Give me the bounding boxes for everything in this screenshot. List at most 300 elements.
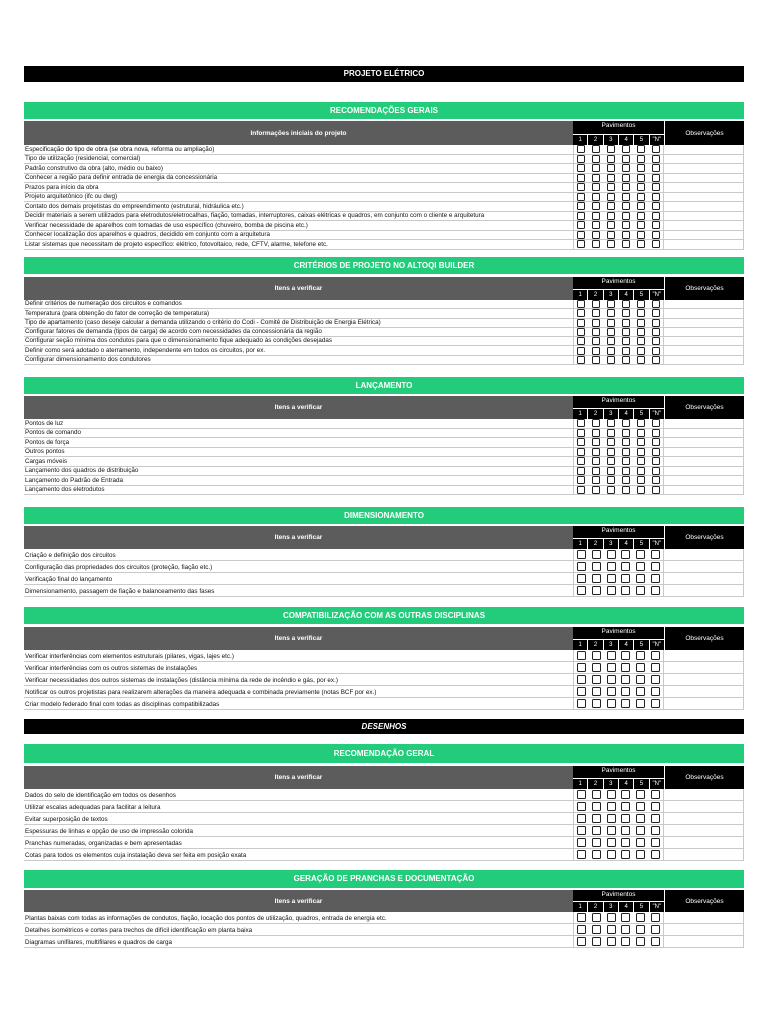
observacoes-cell[interactable] xyxy=(664,457,744,466)
floor-checkbox[interactable] xyxy=(622,319,630,327)
floor-checkbox[interactable] xyxy=(636,790,645,799)
observacoes-cell[interactable] xyxy=(664,419,744,428)
floor-checkbox[interactable] xyxy=(592,419,600,427)
floor-checkbox[interactable] xyxy=(607,476,615,484)
floor-checkbox[interactable] xyxy=(607,651,616,660)
floor-checkbox[interactable] xyxy=(607,814,616,823)
observacoes-cell[interactable] xyxy=(664,467,744,476)
floor-checkbox[interactable] xyxy=(592,240,600,248)
floor-checkbox[interactable] xyxy=(621,586,630,595)
floor-checkbox[interactable] xyxy=(622,328,630,336)
floor-checkbox[interactable] xyxy=(621,699,630,708)
floor-checkbox[interactable] xyxy=(607,240,615,248)
floor-checkbox[interactable] xyxy=(592,328,600,336)
floor-checkbox[interactable] xyxy=(592,850,601,859)
floor-checkbox[interactable] xyxy=(621,802,630,811)
floor-checkbox[interactable] xyxy=(607,231,615,239)
floor-checkbox[interactable] xyxy=(592,347,600,355)
observacoes-cell[interactable] xyxy=(664,650,744,661)
floor-checkbox[interactable] xyxy=(577,663,586,672)
floor-checkbox[interactable] xyxy=(637,309,645,317)
floor-checkbox[interactable] xyxy=(621,826,630,835)
floor-checkbox[interactable] xyxy=(636,850,645,859)
floor-checkbox[interactable] xyxy=(652,164,660,172)
floor-checkbox[interactable] xyxy=(592,937,601,946)
floor-checkbox[interactable] xyxy=(577,174,585,182)
floor-checkbox[interactable] xyxy=(636,550,645,559)
floor-checkbox[interactable] xyxy=(607,174,615,182)
floor-checkbox[interactable] xyxy=(651,850,660,859)
floor-checkbox[interactable] xyxy=(637,145,645,153)
floor-checkbox[interactable] xyxy=(592,486,600,494)
floor-checkbox[interactable] xyxy=(651,663,660,672)
floor-checkbox[interactable] xyxy=(621,925,630,934)
floor-checkbox[interactable] xyxy=(607,202,615,210)
floor-checkbox[interactable] xyxy=(637,212,645,220)
floor-checkbox[interactable] xyxy=(652,240,660,248)
floor-checkbox[interactable] xyxy=(636,675,645,684)
floor-checkbox[interactable] xyxy=(621,675,630,684)
floor-checkbox[interactable] xyxy=(622,240,630,248)
floor-checkbox[interactable] xyxy=(651,802,660,811)
floor-checkbox[interactable] xyxy=(577,212,585,220)
floor-checkbox[interactable] xyxy=(652,419,660,427)
floor-checkbox[interactable] xyxy=(607,937,616,946)
floor-checkbox[interactable] xyxy=(652,467,660,475)
floor-checkbox[interactable] xyxy=(592,663,601,672)
floor-checkbox[interactable] xyxy=(651,925,660,934)
floor-checkbox[interactable] xyxy=(621,790,630,799)
floor-checkbox[interactable] xyxy=(636,913,645,922)
floor-checkbox[interactable] xyxy=(592,925,601,934)
floor-checkbox[interactable] xyxy=(651,586,660,595)
floor-checkbox[interactable] xyxy=(607,300,615,308)
floor-checkbox[interactable] xyxy=(652,429,660,437)
observacoes-cell[interactable] xyxy=(664,813,744,824)
floor-checkbox[interactable] xyxy=(577,231,585,239)
floor-checkbox[interactable] xyxy=(577,802,586,811)
floor-checkbox[interactable] xyxy=(637,448,645,456)
observacoes-cell[interactable] xyxy=(664,837,744,848)
floor-checkbox[interactable] xyxy=(592,574,601,583)
floor-checkbox[interactable] xyxy=(592,687,601,696)
floor-checkbox[interactable] xyxy=(622,429,630,437)
floor-checkbox[interactable] xyxy=(592,790,601,799)
floor-checkbox[interactable] xyxy=(636,814,645,823)
observacoes-cell[interactable] xyxy=(664,686,744,697)
floor-checkbox[interactable] xyxy=(607,183,615,191)
observacoes-cell[interactable] xyxy=(664,202,744,211)
floor-checkbox[interactable] xyxy=(577,347,585,355)
floor-checkbox[interactable] xyxy=(592,221,600,229)
floor-checkbox[interactable] xyxy=(652,202,660,210)
floor-checkbox[interactable] xyxy=(592,438,600,446)
floor-checkbox[interactable] xyxy=(622,183,630,191)
floor-checkbox[interactable] xyxy=(621,838,630,847)
floor-checkbox[interactable] xyxy=(637,429,645,437)
floor-checkbox[interactable] xyxy=(592,337,600,345)
floor-checkbox[interactable] xyxy=(621,651,630,660)
floor-checkbox[interactable] xyxy=(577,448,585,456)
floor-checkbox[interactable] xyxy=(652,221,660,229)
floor-checkbox[interactable] xyxy=(577,438,585,446)
floor-checkbox[interactable] xyxy=(621,850,630,859)
floor-checkbox[interactable] xyxy=(592,802,601,811)
floor-checkbox[interactable] xyxy=(592,814,601,823)
floor-checkbox[interactable] xyxy=(622,174,630,182)
observacoes-cell[interactable] xyxy=(664,486,744,495)
floor-checkbox[interactable] xyxy=(577,419,585,427)
floor-checkbox[interactable] xyxy=(592,319,600,327)
floor-checkbox[interactable] xyxy=(652,174,660,182)
observacoes-cell[interactable] xyxy=(664,193,744,202)
floor-checkbox[interactable] xyxy=(637,476,645,484)
floor-checkbox[interactable] xyxy=(637,193,645,201)
observacoes-cell[interactable] xyxy=(664,674,744,685)
floor-checkbox[interactable] xyxy=(651,675,660,684)
floor-checkbox[interactable] xyxy=(577,457,585,465)
floor-checkbox[interactable] xyxy=(622,337,630,345)
floor-checkbox[interactable] xyxy=(592,675,601,684)
floor-checkbox[interactable] xyxy=(577,467,585,475)
floor-checkbox[interactable] xyxy=(607,790,616,799)
floor-checkbox[interactable] xyxy=(607,221,615,229)
floor-checkbox[interactable] xyxy=(652,486,660,494)
floor-checkbox[interactable] xyxy=(651,826,660,835)
floor-checkbox[interactable] xyxy=(637,328,645,336)
floor-checkbox[interactable] xyxy=(577,319,585,327)
floor-checkbox[interactable] xyxy=(622,438,630,446)
floor-checkbox[interactable] xyxy=(592,429,600,437)
floor-checkbox[interactable] xyxy=(607,826,616,835)
observacoes-cell[interactable] xyxy=(664,549,744,560)
floor-checkbox[interactable] xyxy=(651,790,660,799)
floor-checkbox[interactable] xyxy=(607,562,616,571)
floor-checkbox[interactable] xyxy=(577,328,585,336)
floor-checkbox[interactable] xyxy=(577,562,586,571)
floor-checkbox[interactable] xyxy=(592,699,601,708)
floor-checkbox[interactable] xyxy=(637,486,645,494)
observacoes-cell[interactable] xyxy=(664,573,744,584)
floor-checkbox[interactable] xyxy=(607,574,616,583)
floor-checkbox[interactable] xyxy=(652,438,660,446)
floor-checkbox[interactable] xyxy=(637,457,645,465)
floor-checkbox[interactable] xyxy=(577,164,585,172)
floor-checkbox[interactable] xyxy=(592,145,600,153)
observacoes-cell[interactable] xyxy=(664,801,744,812)
observacoes-cell[interactable] xyxy=(664,924,744,935)
floor-checkbox[interactable] xyxy=(651,687,660,696)
floor-checkbox[interactable] xyxy=(607,467,615,475)
observacoes-cell[interactable] xyxy=(664,356,744,364)
floor-checkbox[interactable] xyxy=(577,675,586,684)
floor-checkbox[interactable] xyxy=(607,356,615,364)
floor-checkbox[interactable] xyxy=(652,457,660,465)
floor-checkbox[interactable] xyxy=(652,155,660,163)
floor-checkbox[interactable] xyxy=(622,145,630,153)
floor-checkbox[interactable] xyxy=(652,193,660,201)
observacoes-cell[interactable] xyxy=(664,164,744,173)
floor-checkbox[interactable] xyxy=(652,183,660,191)
floor-checkbox[interactable] xyxy=(607,486,615,494)
floor-checkbox[interactable] xyxy=(592,913,601,922)
floor-checkbox[interactable] xyxy=(651,913,660,922)
floor-checkbox[interactable] xyxy=(621,937,630,946)
floor-checkbox[interactable] xyxy=(607,448,615,456)
floor-checkbox[interactable] xyxy=(592,550,601,559)
floor-checkbox[interactable] xyxy=(577,586,586,595)
floor-checkbox[interactable] xyxy=(577,550,586,559)
floor-checkbox[interactable] xyxy=(577,850,586,859)
floor-checkbox[interactable] xyxy=(637,240,645,248)
observacoes-cell[interactable] xyxy=(664,231,744,240)
floor-checkbox[interactable] xyxy=(636,838,645,847)
floor-checkbox[interactable] xyxy=(577,838,586,847)
observacoes-cell[interactable] xyxy=(664,145,744,154)
floor-checkbox[interactable] xyxy=(577,925,586,934)
floor-checkbox[interactable] xyxy=(652,319,660,327)
floor-checkbox[interactable] xyxy=(636,586,645,595)
floor-checkbox[interactable] xyxy=(622,448,630,456)
floor-checkbox[interactable] xyxy=(622,356,630,364)
floor-checkbox[interactable] xyxy=(607,838,616,847)
floor-checkbox[interactable] xyxy=(607,925,616,934)
floor-checkbox[interactable] xyxy=(622,193,630,201)
floor-checkbox[interactable] xyxy=(607,155,615,163)
floor-checkbox[interactable] xyxy=(592,202,600,210)
floor-checkbox[interactable] xyxy=(651,814,660,823)
floor-checkbox[interactable] xyxy=(577,913,586,922)
observacoes-cell[interactable] xyxy=(664,429,744,438)
floor-checkbox[interactable] xyxy=(637,202,645,210)
floor-checkbox[interactable] xyxy=(637,221,645,229)
floor-checkbox[interactable] xyxy=(607,913,616,922)
floor-checkbox[interactable] xyxy=(577,429,585,437)
observacoes-cell[interactable] xyxy=(664,561,744,572)
floor-checkbox[interactable] xyxy=(607,663,616,672)
floor-checkbox[interactable] xyxy=(622,202,630,210)
floor-checkbox[interactable] xyxy=(637,155,645,163)
floor-checkbox[interactable] xyxy=(621,550,630,559)
floor-checkbox[interactable] xyxy=(651,550,660,559)
floor-checkbox[interactable] xyxy=(577,155,585,163)
floor-checkbox[interactable] xyxy=(592,838,601,847)
floor-checkbox[interactable] xyxy=(577,687,586,696)
floor-checkbox[interactable] xyxy=(577,145,585,153)
observacoes-cell[interactable] xyxy=(664,337,744,345)
floor-checkbox[interactable] xyxy=(652,347,660,355)
floor-checkbox[interactable] xyxy=(577,651,586,660)
observacoes-cell[interactable] xyxy=(664,825,744,836)
floor-checkbox[interactable] xyxy=(577,202,585,210)
floor-checkbox[interactable] xyxy=(636,574,645,583)
observacoes-cell[interactable] xyxy=(664,448,744,457)
floor-checkbox[interactable] xyxy=(637,467,645,475)
floor-checkbox[interactable] xyxy=(577,193,585,201)
floor-checkbox[interactable] xyxy=(621,687,630,696)
observacoes-cell[interactable] xyxy=(664,789,744,800)
observacoes-cell[interactable] xyxy=(664,240,744,249)
floor-checkbox[interactable] xyxy=(607,319,615,327)
floor-checkbox[interactable] xyxy=(636,826,645,835)
floor-checkbox[interactable] xyxy=(636,562,645,571)
floor-checkbox[interactable] xyxy=(637,174,645,182)
floor-checkbox[interactable] xyxy=(652,328,660,336)
floor-checkbox[interactable] xyxy=(592,467,600,475)
floor-checkbox[interactable] xyxy=(636,687,645,696)
observacoes-cell[interactable] xyxy=(664,585,744,596)
floor-checkbox[interactable] xyxy=(592,476,600,484)
floor-checkbox[interactable] xyxy=(621,562,630,571)
floor-checkbox[interactable] xyxy=(622,309,630,317)
observacoes-cell[interactable] xyxy=(664,309,744,317)
floor-checkbox[interactable] xyxy=(637,319,645,327)
observacoes-cell[interactable] xyxy=(664,476,744,485)
observacoes-cell[interactable] xyxy=(664,319,744,327)
floor-checkbox[interactable] xyxy=(621,814,630,823)
floor-checkbox[interactable] xyxy=(636,699,645,708)
floor-checkbox[interactable] xyxy=(592,562,601,571)
floor-checkbox[interactable] xyxy=(577,476,585,484)
floor-checkbox[interactable] xyxy=(607,457,615,465)
floor-checkbox[interactable] xyxy=(651,838,660,847)
floor-checkbox[interactable] xyxy=(592,155,600,163)
floor-checkbox[interactable] xyxy=(622,486,630,494)
floor-checkbox[interactable] xyxy=(622,467,630,475)
observacoes-cell[interactable] xyxy=(664,662,744,673)
floor-checkbox[interactable] xyxy=(652,231,660,239)
floor-checkbox[interactable] xyxy=(607,337,615,345)
floor-checkbox[interactable] xyxy=(652,356,660,364)
floor-checkbox[interactable] xyxy=(607,802,616,811)
floor-checkbox[interactable] xyxy=(592,448,600,456)
observacoes-cell[interactable] xyxy=(664,849,744,860)
floor-checkbox[interactable] xyxy=(577,486,585,494)
observacoes-cell[interactable] xyxy=(664,221,744,230)
floor-checkbox[interactable] xyxy=(652,212,660,220)
floor-checkbox[interactable] xyxy=(592,183,600,191)
floor-checkbox[interactable] xyxy=(637,183,645,191)
floor-checkbox[interactable] xyxy=(592,300,600,308)
floor-checkbox[interactable] xyxy=(607,429,615,437)
observacoes-cell[interactable] xyxy=(664,912,744,923)
floor-checkbox[interactable] xyxy=(651,562,660,571)
floor-checkbox[interactable] xyxy=(607,438,615,446)
observacoes-cell[interactable] xyxy=(664,300,744,308)
floor-checkbox[interactable] xyxy=(592,309,600,317)
floor-checkbox[interactable] xyxy=(622,419,630,427)
floor-checkbox[interactable] xyxy=(577,309,585,317)
floor-checkbox[interactable] xyxy=(607,675,616,684)
floor-checkbox[interactable] xyxy=(621,913,630,922)
floor-checkbox[interactable] xyxy=(577,826,586,835)
floor-checkbox[interactable] xyxy=(651,937,660,946)
floor-checkbox[interactable] xyxy=(636,925,645,934)
floor-checkbox[interactable] xyxy=(622,155,630,163)
floor-checkbox[interactable] xyxy=(637,419,645,427)
observacoes-cell[interactable] xyxy=(664,698,744,709)
floor-checkbox[interactable] xyxy=(622,231,630,239)
floor-checkbox[interactable] xyxy=(607,193,615,201)
floor-checkbox[interactable] xyxy=(607,347,615,355)
floor-checkbox[interactable] xyxy=(577,574,586,583)
floor-checkbox[interactable] xyxy=(607,419,615,427)
observacoes-cell[interactable] xyxy=(664,346,744,354)
floor-checkbox[interactable] xyxy=(622,164,630,172)
floor-checkbox[interactable] xyxy=(577,337,585,345)
floor-checkbox[interactable] xyxy=(592,826,601,835)
floor-checkbox[interactable] xyxy=(607,550,616,559)
floor-checkbox[interactable] xyxy=(577,300,585,308)
floor-checkbox[interactable] xyxy=(637,231,645,239)
floor-checkbox[interactable] xyxy=(652,337,660,345)
floor-checkbox[interactable] xyxy=(652,448,660,456)
floor-checkbox[interactable] xyxy=(577,183,585,191)
floor-checkbox[interactable] xyxy=(636,802,645,811)
observacoes-cell[interactable] xyxy=(664,438,744,447)
floor-checkbox[interactable] xyxy=(592,174,600,182)
floor-checkbox[interactable] xyxy=(637,347,645,355)
observacoes-cell[interactable] xyxy=(664,212,744,221)
floor-checkbox[interactable] xyxy=(592,212,600,220)
floor-checkbox[interactable] xyxy=(651,651,660,660)
floor-checkbox[interactable] xyxy=(592,651,601,660)
floor-checkbox[interactable] xyxy=(592,231,600,239)
floor-checkbox[interactable] xyxy=(577,221,585,229)
floor-checkbox[interactable] xyxy=(637,337,645,345)
floor-checkbox[interactable] xyxy=(652,300,660,308)
observacoes-cell[interactable] xyxy=(664,174,744,183)
floor-checkbox[interactable] xyxy=(621,574,630,583)
floor-checkbox[interactable] xyxy=(577,814,586,823)
floor-checkbox[interactable] xyxy=(636,937,645,946)
floor-checkbox[interactable] xyxy=(637,300,645,308)
floor-checkbox[interactable] xyxy=(607,328,615,336)
floor-checkbox[interactable] xyxy=(622,476,630,484)
floor-checkbox[interactable] xyxy=(651,699,660,708)
floor-checkbox[interactable] xyxy=(592,356,600,364)
floor-checkbox[interactable] xyxy=(607,164,615,172)
floor-checkbox[interactable] xyxy=(577,240,585,248)
floor-checkbox[interactable] xyxy=(636,663,645,672)
observacoes-cell[interactable] xyxy=(664,936,744,947)
floor-checkbox[interactable] xyxy=(652,145,660,153)
floor-checkbox[interactable] xyxy=(621,663,630,672)
floor-checkbox[interactable] xyxy=(607,212,615,220)
floor-checkbox[interactable] xyxy=(637,164,645,172)
floor-checkbox[interactable] xyxy=(622,221,630,229)
observacoes-cell[interactable] xyxy=(664,328,744,336)
floor-checkbox[interactable] xyxy=(637,438,645,446)
floor-checkbox[interactable] xyxy=(607,145,615,153)
floor-checkbox[interactable] xyxy=(592,193,600,201)
floor-checkbox[interactable] xyxy=(652,309,660,317)
floor-checkbox[interactable] xyxy=(652,476,660,484)
floor-checkbox[interactable] xyxy=(577,937,586,946)
floor-checkbox[interactable] xyxy=(577,699,586,708)
observacoes-cell[interactable] xyxy=(664,183,744,192)
floor-checkbox[interactable] xyxy=(622,457,630,465)
floor-checkbox[interactable] xyxy=(637,356,645,364)
floor-checkbox[interactable] xyxy=(636,651,645,660)
floor-checkbox[interactable] xyxy=(622,212,630,220)
floor-checkbox[interactable] xyxy=(607,687,616,696)
floor-checkbox[interactable] xyxy=(577,790,586,799)
floor-checkbox[interactable] xyxy=(577,356,585,364)
floor-checkbox[interactable] xyxy=(607,309,615,317)
floor-checkbox[interactable] xyxy=(622,300,630,308)
floor-checkbox[interactable] xyxy=(592,586,601,595)
